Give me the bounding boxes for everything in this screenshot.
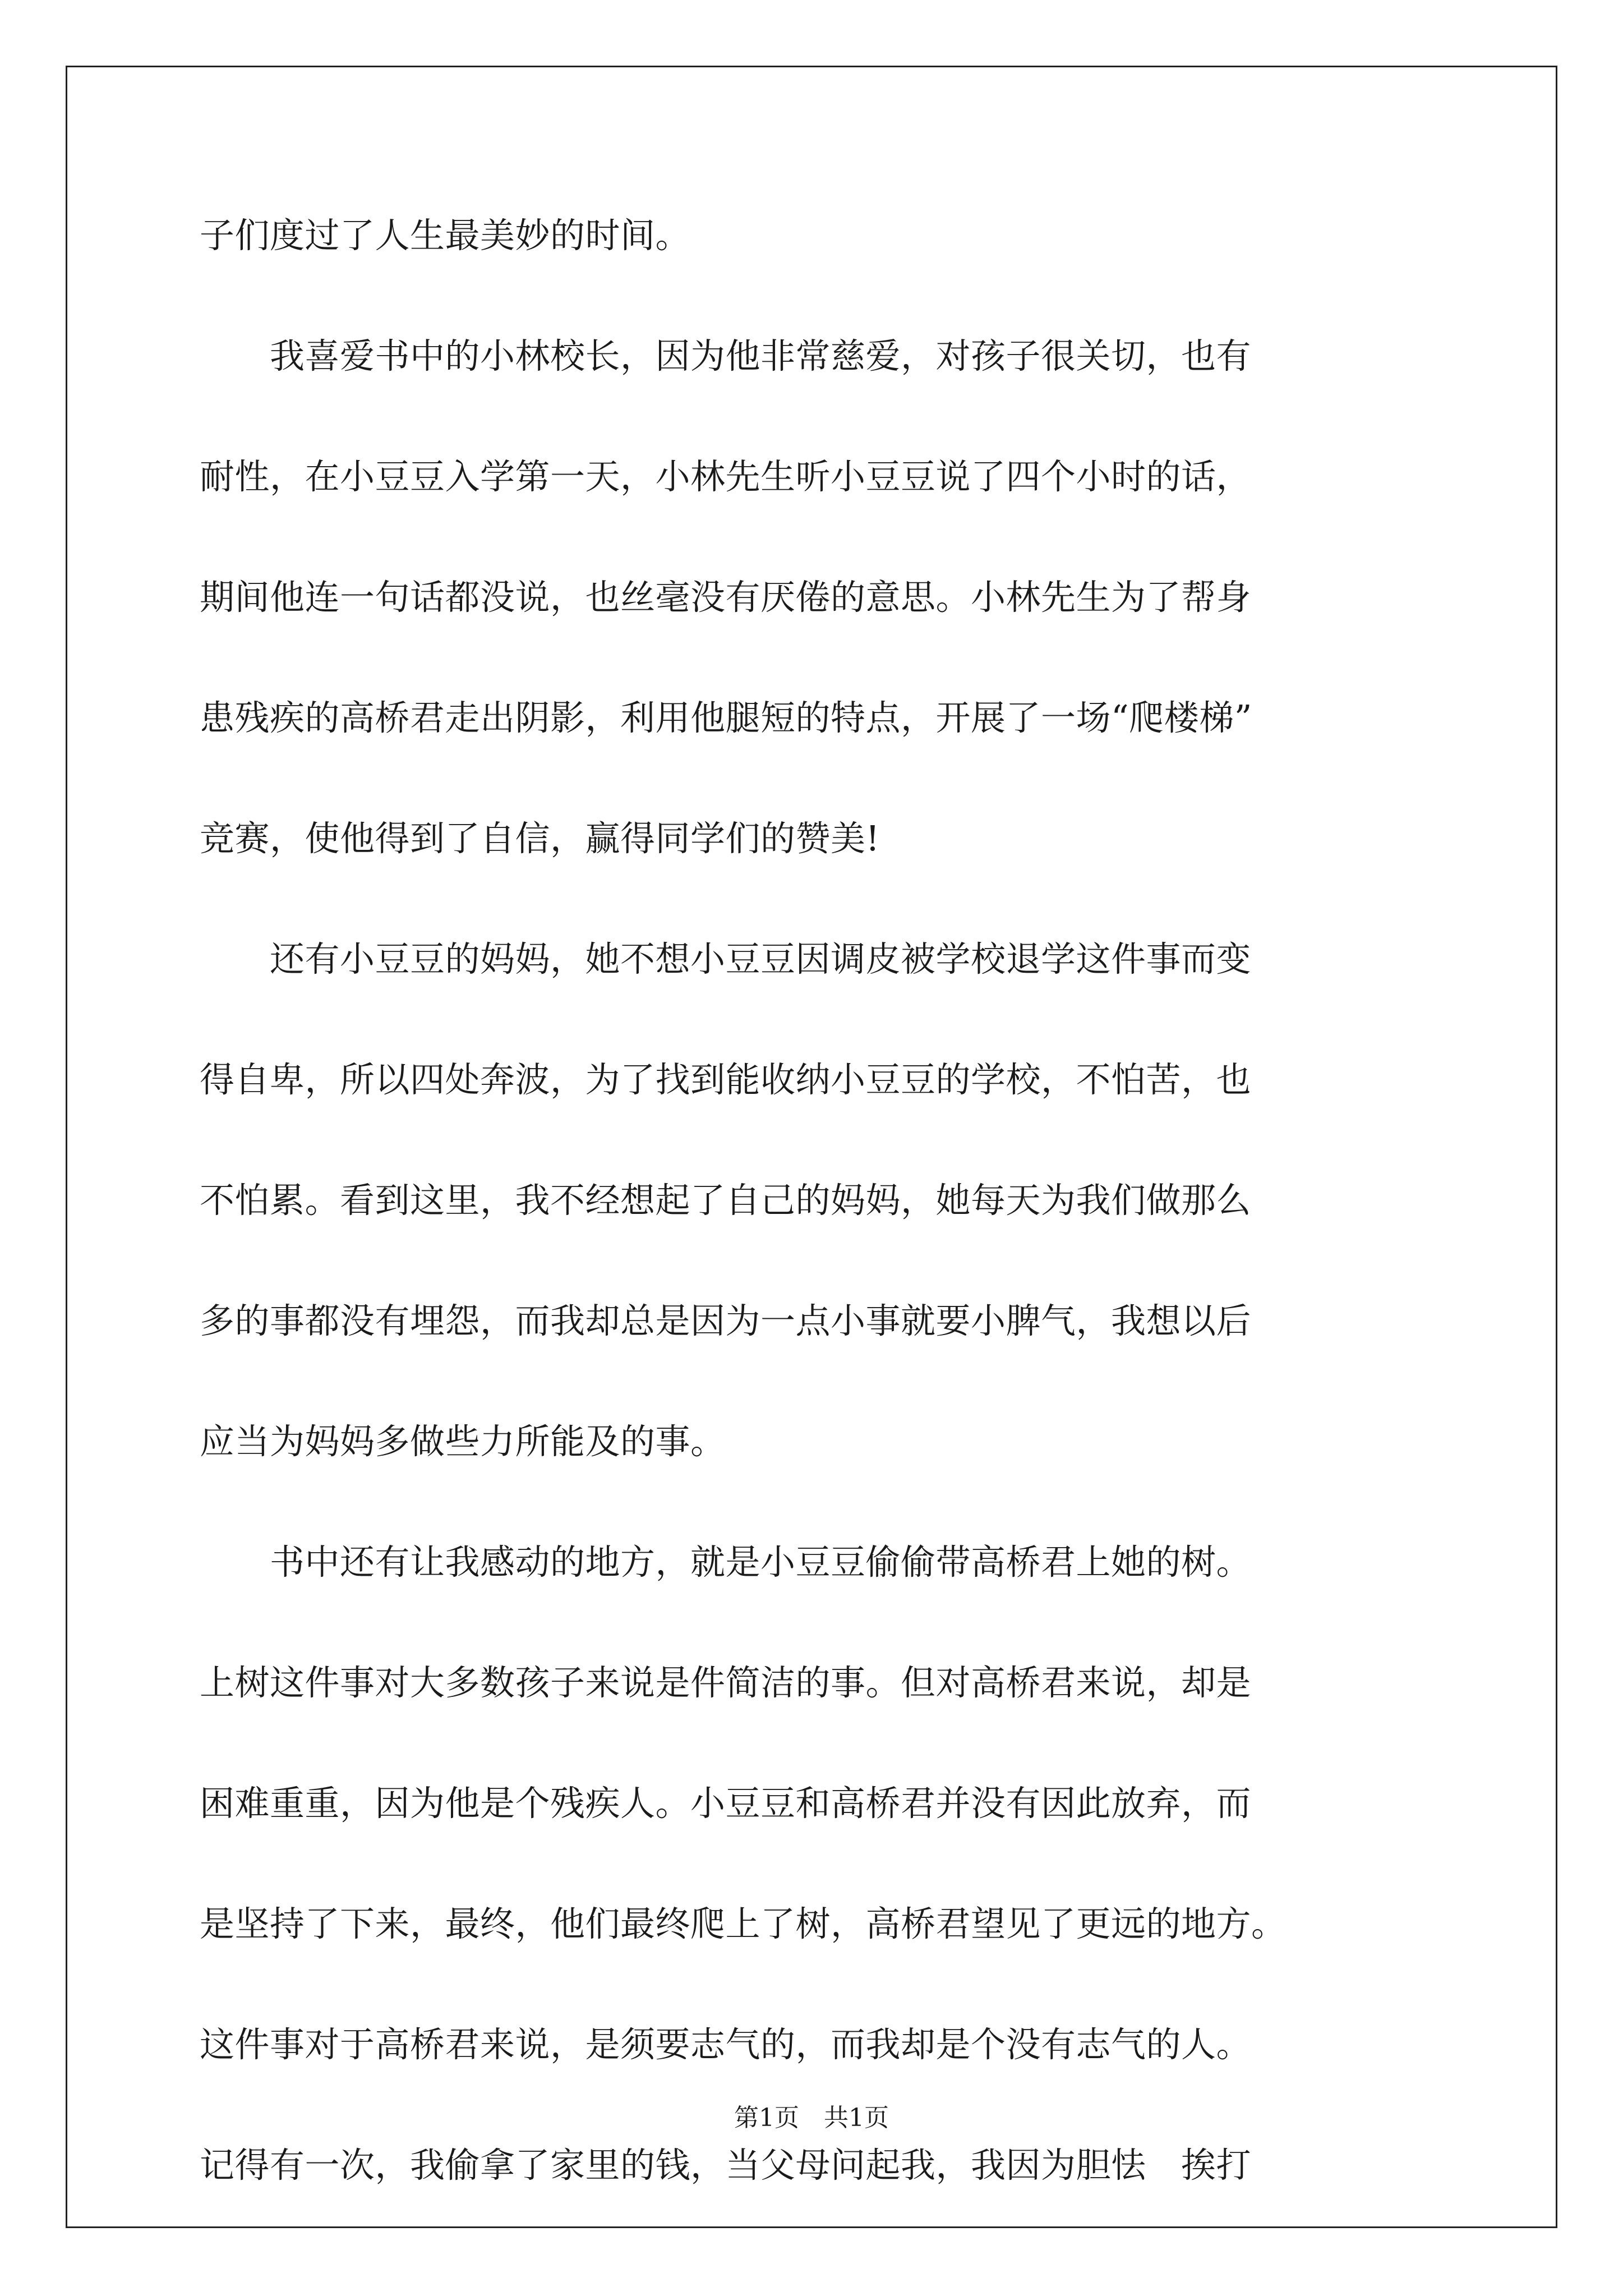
- text-line: 多的事都没有埋怨，而我却总是因为一点小事就要小脾气，我想以后: [200, 1300, 1252, 1341]
- text-line: 得自卑，所以四处奔波，为了找到能收纳小豆豆的学校，不怕苦，也: [200, 1059, 1252, 1100]
- text-line: 耐性，在小豆豆入学第一天，小林先生听小豆豆说了四个小时的话，: [200, 456, 1252, 497]
- text-line: 不怕累。看到这里，我不经想起了自己的妈妈，她每天为我们做那么: [200, 1180, 1252, 1221]
- text-line: 书中还有让我感动的地方，就是小豆豆偷偷带高桥君上她的树。: [200, 1542, 1252, 1582]
- text-line: 上树这件事对大多数孩子来说是件简洁的事。但对高桥君来说，却是: [200, 1662, 1252, 1703]
- text-line: 患残疾的高桥君走出阴影，利用他腿短的特点，开展了一场“爬楼梯”: [200, 697, 1252, 738]
- text-line: 竞赛，使他得到了自信，赢得同学们的赞美!: [200, 818, 880, 859]
- text-line: 是坚持了下来，最终，他们最终爬上了树，高桥君望见了更远的地方。: [200, 1903, 1287, 1944]
- text-line: 子们度过了人生最美妙的时间。: [200, 215, 691, 256]
- page-number-footer: 第1页 共1页: [734, 2104, 889, 2132]
- text-line: 困难重重，因为他是个残疾人。小豆豆和高桥君并没有因此放弃，而: [200, 1783, 1252, 1824]
- text-line: 我喜爱书中的小林校长，因为他非常慈爱，对孩子很关切，也有: [200, 335, 1252, 376]
- text-line: 应当为妈妈多做些力所能及的事。: [200, 1421, 726, 1462]
- text-line: 记得有一次，我偷拿了家里的钱，当父母问起我，我因为胆怯 挨打: [200, 2145, 1252, 2185]
- text-line: 还有小豆豆的妈妈，她不想小豆豆因调皮被学校退学这件事而变: [200, 938, 1252, 979]
- text-line: 期间他连一句话都没说，也丝毫没有厌倦的意思。小林先生为了帮身: [200, 577, 1252, 618]
- text-line: 这件事对于高桥君来说，是须要志气的，而我却是个没有志气的人。: [200, 2024, 1252, 2065]
